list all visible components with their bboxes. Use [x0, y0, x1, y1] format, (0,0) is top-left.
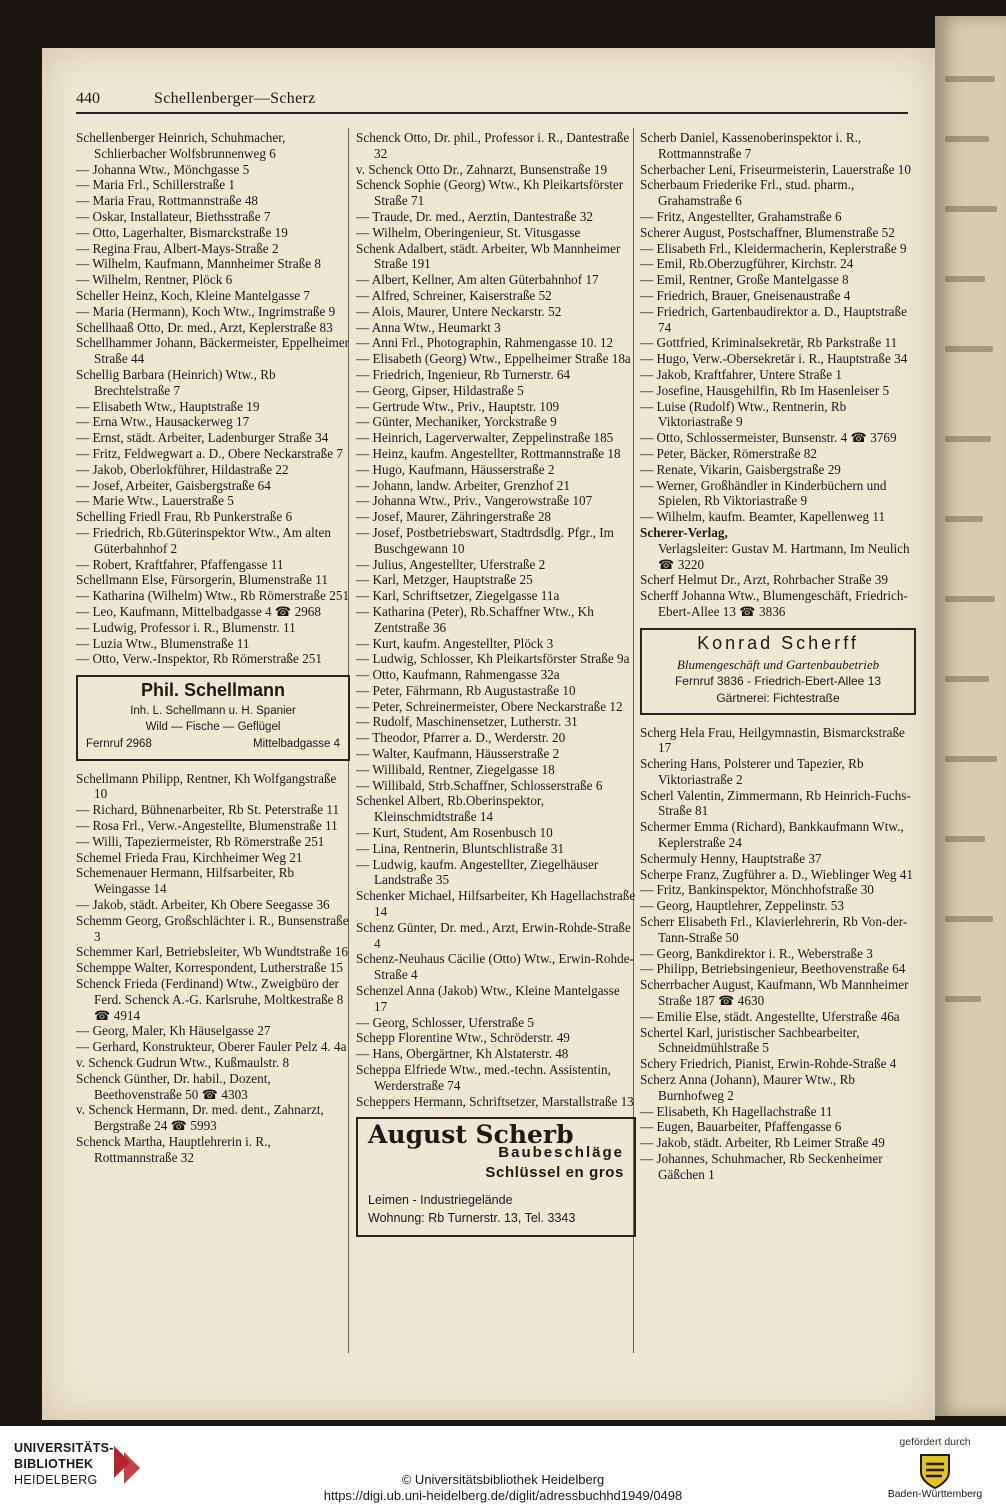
directory-entry: — Johanna Wtw., Mönchgasse 5	[76, 161, 250, 177]
directory-entry: Schemppe Walter, Korrespondent, Lutherstraße 15	[76, 960, 343, 976]
directory-entry: — Alfred, Schreiner, Kaiserstraße 52	[356, 287, 552, 303]
copyright-text: © Universitätsbibliothek Heidelberg	[401, 1472, 605, 1487]
directory-entry: Scheppa Elfriede Wtw., med.-techn. Assistentin, Werderstraße 74	[356, 1062, 611, 1093]
directory-entry: — Julius, Angestellter, Uferstraße 2	[356, 556, 546, 572]
directory-entry: — Elisabeth (Georg) Wtw., Eppelheimer Straße 18a	[356, 351, 631, 367]
directory-entry: Schenck Otto, Dr. phil., Professor i. R., Dantestraße 32	[356, 130, 630, 161]
ad-line: Baubeschläge	[498, 1144, 624, 1162]
directory-entry: — Friedrich, Brauer, Gneisenaustraße 4	[640, 287, 851, 303]
directory-entry: — Maria (Hermann), Koch Wtw., Ingrimstraße 9	[76, 303, 336, 319]
directory-entry: Scherrbacher August, Kaufmann, Wb Mannheimer Straße 187 ☎ 4630	[640, 977, 909, 1009]
directory-entry: — Oskar, Installateur, Biethsstraße 7	[76, 208, 271, 224]
directory-entry: Schenk Adalbert, städt. Arbeiter, Wb Mannheimer Straße 191	[356, 240, 621, 272]
directory-entry: Schemmer Karl, Betriebsleiter, Wb Wundtstraße 16	[76, 944, 349, 960]
directory-entry: — Ludwig, Schlosser, Kh Pleikartsförster Straße 9a	[356, 651, 630, 667]
directory-entry: — Peter, Fährmann, Rb Augustastraße 10	[356, 682, 576, 698]
directory-entry: Scherf Helmut Dr., Arzt, Rohrbacher Straße 39	[640, 572, 888, 588]
directory-entry: Scheppers Hermann, Schriftsetzer, Marstallstraße 13	[356, 1093, 634, 1109]
directory-entry: — Anni Frl., Photographin, Rahmengasse 10. 12	[356, 335, 614, 351]
directory-entry: — Fritz, Feldwegwart a. D., Obere Neckarstraße 7	[76, 445, 343, 461]
directory-entry: — Johann, landw. Arbeiter, Grenzhof 21	[356, 477, 570, 493]
directory-entry: Scherbacher Leni, Friseurmeisterin, Lauerstraße 10	[640, 161, 911, 177]
directory-entry: — Gertrude Wtw., Priv., Hauptstr. 109	[356, 398, 560, 414]
directory-entry: — Jakob, städt. Arbeiter, Rb Leimer Straße 49	[640, 1135, 885, 1151]
ad-line: Blumengeschäft und Gartenbaubetrieb	[676, 656, 880, 672]
directory-entry: — Peter, Schreinermeister, Obere Neckarstraße 12	[356, 698, 623, 714]
directory-entry: — Fritz, Bankinspektor, Mönchhofstraße 30	[640, 882, 874, 898]
ad-schellmann	[76, 675, 350, 761]
directory-entry: — Marie Wtw., Lauerstraße 5	[76, 493, 234, 509]
directory-entry: — Georg, Hauptlehrer, Zeppelinstr. 53	[640, 898, 844, 914]
ad-line: Wohnung: Rb Turnerstr. 13, Tel. 3343	[368, 1211, 576, 1226]
directory-entry: — Johanna Wtw., Priv., Vangerowstraße 107	[356, 493, 593, 509]
directory-entry: Schenker Michael, Hilfsarbeiter, Kh Hagellachstraße 14	[356, 888, 636, 920]
directory-entry: Scherbaum Friederike Frl., stud. pharm., Grahamstraße 6	[640, 177, 855, 209]
directory-entry: — Josef, Arbeiter, Gaisbergstraße 64	[76, 477, 271, 493]
directory-entry: v. Schenck Hermann, Dr. med. dent., Zahnarzt, Bergstraße 24 ☎ 5993	[76, 1102, 324, 1134]
directory-entry: Scherpe Franz, Zugführer a. D., Wieblinger Weg 41	[640, 866, 913, 882]
directory-entry: v. Schenck Otto Dr., Zahnarzt, Bunsenstraße 19	[356, 161, 608, 177]
directory-entry: Schermuly Henny, Hauptstraße 37	[640, 850, 822, 866]
directory-entry: — Rosa Frl., Verw.-Angestellte, Blumenstraße 11	[76, 818, 338, 834]
directory-entry: — Heinz, kaufm. Angestellter, Rottmannstraße 18	[356, 445, 621, 461]
column-1	[76, 130, 350, 1166]
sponsor-label: gefördert durch	[899, 1436, 971, 1448]
directory-entry: — Theodor, Pfarrer a. D., Werderstr. 20	[356, 730, 566, 746]
directory-entry: v. Schenck Gudrun Wtw., Kußmaulstr. 8	[76, 1055, 290, 1071]
directory-entry: Scherg Hela Frau, Heilgymnastin, Bismarckstraße 17	[640, 724, 905, 756]
ad-title: Phil. Schellmann	[140, 680, 286, 701]
ad-scherff	[640, 628, 916, 715]
directory-entry: — Fritz, Angestellter, Grahamstraße 6	[640, 208, 842, 224]
ad-owners: Inh. L. Schellmann u. H. Spanier	[130, 704, 296, 717]
directory-entry: — Elisabeth, Kh Hagellachstraße 11	[640, 1103, 833, 1119]
directory-entry: — Gerhard, Konstrukteur, Oberer Fauler Pelz 4. 4a	[76, 1039, 347, 1055]
directory-entry: — Richard, Bühnenarbeiter, Rb St. Peterstraße 11	[76, 802, 340, 818]
directory-entry: Schemenauer Hermann, Hilfsarbeiter, Rb Weingasse 14	[76, 865, 295, 897]
directory-entry: Scherz Anna (Johann), Maurer Wtw., Rb Burnhofweg 2	[640, 1072, 855, 1103]
directory-entry: — Josefine, Hausgehilfin, Rb Im Hasenleiser 5	[640, 382, 890, 398]
directory-entry: — Hugo, Verw.-Obersekretär i. R., Hauptstraße 34	[640, 351, 908, 367]
directory-entry: Schertel Karl, juristischer Sachbearbeiter, Schneidmühlstraße 5	[640, 1024, 860, 1056]
directory-entry: Schellenberger Heinrich, Schuhmacher, Schlierbacher Wolfsbrunnenweg 6	[76, 130, 286, 161]
directory-entry: — Wilhelm, kaufm. Beamter, Kapellenweg 11	[640, 509, 886, 525]
directory-entry: Schery Friedrich, Pianist, Erwin-Rohde-Straße 4	[640, 1056, 897, 1072]
directory-entry: — Luise (Rudolf) Wtw., Rentnerin, Rb Viktoriastraße 9	[640, 398, 847, 430]
directory-entry: — Philipp, Betriebsingenieur, Beethovenstraße 64	[640, 961, 906, 977]
directory-entry: — Regina Frau, Albert-Mays-Straße 2	[76, 240, 279, 256]
directory-entry: — Gottfried, Kriminalsekretär, Rb Parkstraße 11	[640, 335, 898, 351]
logo-text: HEIDELBERG	[14, 1473, 98, 1487]
state-crest-icon	[918, 1452, 952, 1490]
directory-entry: Scherl Valentin, Zimmermann, Rb Heinrich-Fuchs-Straße 81	[640, 787, 911, 819]
directory-entry: Schenck Martha, Hauptlehrerin i. R., Rottmannstraße 32	[76, 1134, 271, 1165]
page-title: Schellenberger—Scherz	[154, 90, 316, 107]
directory-entry: — Georg, Schlosser, Uferstraße 5	[356, 1014, 534, 1030]
directory-entry: — Robert, Kraftfahrer, Pfaffengasse 11	[76, 556, 284, 572]
directory-entry: — Luzia Wtw., Blumenstraße 11	[76, 635, 250, 651]
directory-entry: Schenz Günter, Dr. med., Arzt, Erwin-Rohde-Straße 4	[356, 919, 631, 951]
entry-list	[640, 130, 916, 525]
directory-entry: — Wilhelm, Kaufmann, Mannheimer Straße 8	[76, 256, 321, 272]
directory-entry: Scherb Daniel, Kassenoberinspektor i. R., Rottmannstraße 7	[640, 130, 862, 161]
ad-phone: Fernruf 2968	[86, 737, 152, 750]
directory-entry: — Maria Frl., Schillerstraße 1	[76, 177, 235, 193]
directory-entry: — Walter, Kaufmann, Häusserstraße 2	[356, 746, 560, 762]
ad-address: Mittelbadgasse 4	[253, 737, 340, 750]
directory-entry: Schellhammer Johann, Bäckermeister, Eppelheimer Straße 44	[76, 335, 350, 367]
directory-page	[42, 48, 935, 1420]
ad-line: Schlüssel en gros	[485, 1164, 624, 1182]
directory-entry: — Jakob, Kraftfahrer, Untere Straße 1	[640, 366, 842, 382]
directory-entry: — Kurt, Student, Am Rosenbusch 10	[356, 825, 553, 841]
directory-entry: — Traude, Dr. med., Aerztin, Dantestraße 32	[356, 208, 593, 224]
directory-entry: Scherer August, Postschaffner, Blumenstraße 52	[640, 224, 895, 240]
directory-entry: — Otto, Kaufmann, Rahmengasse 32a	[356, 667, 560, 683]
ad-line: Gärtnerei: Fichtestraße	[716, 690, 840, 705]
directory-entry: — Elisabeth Frl., Kleidermacherin, Keplerstraße 9	[640, 240, 907, 256]
directory-entry: — Willibald, Strb.Schaffner, Schlosserstraße 6	[356, 777, 603, 793]
directory-entry: — Johannes, Schuhmacher, Rb Seckenheimer Gäßchen 1	[640, 1151, 883, 1182]
column-2	[356, 130, 636, 1247]
entry-list	[640, 725, 916, 1183]
entry-list	[640, 572, 916, 619]
ad-line: Fernruf 3836 - Friedrich-Ebert-Allee 13	[674, 673, 882, 688]
directory-entry: — Emilie Else, städt. Angestellte, Uferstraße 46a	[640, 1008, 900, 1024]
directory-entry: — Werner, Großhändler in Kinderbüchern und Spielen, Rb Viktoriastraße 9	[640, 477, 887, 509]
directory-entry: Schellmann Philipp, Rentner, Kh Wolfgangstraße 10	[76, 770, 337, 802]
directory-entry: Schellig Barbara (Heinrich) Wtw., Rb Brechtelstraße 7	[76, 366, 276, 398]
directory-entry: — Peter, Bäcker, Römerstraße 82	[640, 445, 817, 461]
ad-line: Leimen - Industriegelände	[368, 1193, 513, 1208]
entry-list	[76, 771, 350, 1166]
directory-entry: Schemm Georg, Großschlächter i. R., Bunsenstraße 3	[76, 912, 349, 944]
directory-entry: Schenck Sophie (Georg) Wtw., Kh Pleikartsförster Straße 71	[356, 177, 624, 209]
directory-entry: Schenck Günther, Dr. habil., Dozent, Beethovenstraße 50 ☎ 4303	[76, 1070, 271, 1102]
directory-entry: — Alois, Maurer, Untere Neckarstr. 52	[356, 303, 562, 319]
directory-entry: Schenck Frieda (Ferdinand) Wtw., Zweigbüro der Ferd. Schenck A.-G. Karlsruhe, Moltkestraße 8 ☎ 4914	[76, 976, 344, 1023]
directory-entry: — Albert, Kellner, Am alten Güterbahnhof 17	[356, 272, 599, 288]
directory-entry: — Otto, Schlossermeister, Bunsenstr. 4 ☎ 3769	[640, 430, 897, 446]
directory-entry: Schelling Friedl Frau, Rb Punkerstraße 6	[76, 509, 293, 525]
directory-entry: — Ludwig, Professor i. R., Blumenstr. 11	[76, 619, 296, 635]
directory-entry: Schenzel Anna (Jakob) Wtw., Kleine Mantelgasse 17	[356, 983, 620, 1014]
directory-entry: — Wilhelm, Oberingenieur, St. Vitusgasse	[356, 224, 581, 240]
source-url-link[interactable]: https://digi.ub.uni-heidelberg.de/diglit/adressbuchhd1949/0498	[323, 1488, 683, 1503]
directory-entry: — Kurt, kaufm. Angestellter, Plöck 3	[356, 635, 554, 651]
directory-entry: — Ernst, städt. Arbeiter, Ladenburger Straße 34	[76, 430, 329, 446]
directory-entry: Schemel Frieda Frau, Kirchheimer Weg 21	[76, 849, 303, 865]
directory-entry: — Katharina (Wilhelm) Wtw., Rb Römerstraße 251	[76, 588, 350, 604]
directory-entry: — Anna Wtw., Heumarkt 3	[356, 319, 501, 335]
ad-scherb	[356, 1117, 636, 1237]
logo-text: UNIVERSITÄTS-	[14, 1441, 114, 1455]
directory-entry: — Renate, Vikarin, Gaisbergstraße 29	[640, 461, 841, 477]
directory-entry: — Emil, Rentner, Große Mantelgasse 8	[640, 272, 849, 288]
directory-entry: — Leo, Kaufmann, Mittelbadgasse 4 ☎ 2968	[76, 603, 321, 619]
directory-entry: — Emil, Rb.Oberzugführer, Kirchstr. 24	[640, 256, 854, 272]
directory-entry: — Rudolf, Maschinensetzer, Lutherstr. 31	[356, 714, 578, 730]
directory-entry: — Karl, Metzger, Hauptstraße 25	[356, 572, 533, 588]
directory-entry: — Georg, Gipser, Hildastraße 5	[356, 382, 524, 398]
directory-entry: — Elisabeth Wtw., Hauptstraße 19	[76, 398, 260, 414]
directory-entry: — Josef, Maurer, Zähringerstraße 28	[356, 509, 552, 525]
sponsor-block	[876, 1436, 994, 1500]
directory-entry: — Maria Frau, Rottmannstraße 48	[76, 193, 259, 209]
directory-entry: — Karl, Schriftsetzer, Ziegelgasse 11a	[356, 588, 560, 604]
directory-entry: Scherr Elisabeth Frl., Klavierlehrerin, Rb Von-der-Tann-Straße 50	[640, 914, 908, 945]
directory-entry: — Otto, Verw.-Inspektor, Rb Römerstraße 251	[76, 651, 322, 667]
directory-entry: — Jakob, Oberlokführer, Hildastraße 22	[76, 461, 289, 477]
sponsor-name: Baden-Württemberg	[887, 1488, 983, 1500]
directory-entry: — Willi, Tapeziermeister, Rb Römerstraße 251	[76, 833, 325, 849]
directory-entry: — Wilhelm, Rentner, Plöck 6	[76, 272, 233, 288]
directory-entry: — Willibald, Rentner, Ziegelgasse 18	[356, 761, 555, 777]
directory-entry: — Hans, Obergärtner, Kh Alstaterstr. 48	[356, 1046, 569, 1062]
directory-entry: — Friedrich, Gartenbaudirektor a. D., Hauptstraße 74	[640, 303, 907, 335]
directory-entry: Schellhaaß Otto, Dr. med., Arzt, Keplerstraße 83	[76, 319, 333, 335]
directory-entry: — Jakob, städt. Arbeiter, Kh Obere Seegasse 36	[76, 897, 330, 913]
directory-entry: — Otto, Lagerhalter, Bismarckstraße 19	[76, 224, 288, 240]
directory-entry: — Günter, Mechaniker, Yorckstraße 9	[356, 414, 557, 430]
directory-entry: — Friedrich, Ingenieur, Rb Turnerstr. 64	[356, 366, 571, 382]
ad-goods: Wild — Fische — Geflügel	[145, 720, 281, 733]
verlag-name: Scherer-Verlag,	[640, 524, 728, 540]
entry-list	[356, 130, 636, 1109]
column-3	[640, 130, 916, 1183]
directory-entry: — Friedrich, Rb.Güterinspektor Wtw., Am alten Güterbahnhof 2	[76, 524, 331, 556]
directory-entry: — Katharina (Peter), Rb.Schaffner Wtw., Kh Zentstraße 36	[356, 603, 594, 635]
adjacent-page-edge	[935, 16, 1006, 1416]
directory-entry: Schermer Emma (Richard), Bankkaufmann Wtw., Keplerstraße 24	[640, 819, 904, 851]
directory-entry: — Georg, Bankdirektor i. R., Weberstraße 3	[640, 945, 873, 961]
page-number: 440	[76, 90, 100, 107]
ad-title: August Scherb	[368, 1120, 574, 1150]
directory-entry: Schenz-Neuhaus Cäcilie (Otto) Wtw., Erwin-Rohde-Straße 4	[356, 951, 634, 983]
directory-entry: — Lina, Rentnerin, Bluntschlistraße 31	[356, 840, 565, 856]
ad-title: Konrad Scherff	[697, 632, 859, 653]
viewer-footer	[0, 1426, 1006, 1506]
verlag-line: Verlagsleiter: Gustav M. Hartmann, Im Neulich ☎ 3220	[658, 540, 910, 572]
directory-entry: — Georg, Maler, Kh Häuselgasse 27	[76, 1023, 271, 1039]
directory-entry: Schenkel Albert, Rb.Oberinspektor, Kleinschmidtstraße 14	[356, 793, 545, 825]
entry-list	[76, 130, 350, 667]
directory-entry: — Erna Wtw., Hausackerweg 17	[76, 414, 250, 430]
directory-entry: Schering Hans, Polsterer und Tapezier, Rb Viktoriastraße 2	[640, 756, 864, 787]
directory-entry: Schellmann Else, Fürsorgerin, Blumenstraße 11	[76, 572, 328, 588]
directory-entry: — Eugen, Bauarbeiter, Pfaffengasse 6	[640, 1119, 842, 1135]
logo-text: BIBLIOTHEK	[14, 1457, 94, 1471]
page-header	[76, 90, 908, 114]
directory-entry: Scheller Heinz, Koch, Kleine Mantelgasse 7	[76, 287, 311, 303]
directory-entry: Schepp Florentine Wtw., Schröderstr. 49	[356, 1030, 570, 1046]
directory-entry: — Josef, Postbetriebswart, Stadtrdsdlg. Pfgr., Im Buschgewann 10	[356, 524, 614, 556]
directory-entry: — Hugo, Kaufmann, Häusserstraße 2	[356, 461, 555, 477]
directory-entry: Scherff Johanna Wtw., Blumengeschäft, Friedrich-Ebert-Allee 13 ☎ 3836	[640, 588, 908, 619]
directory-entry: — Heinrich, Lagerverwalter, Zeppelinstraße 185	[356, 430, 614, 446]
directory-entry: — Ludwig, kaufm. Angestellter, Ziegelhäuser Landstraße 35	[356, 856, 599, 888]
